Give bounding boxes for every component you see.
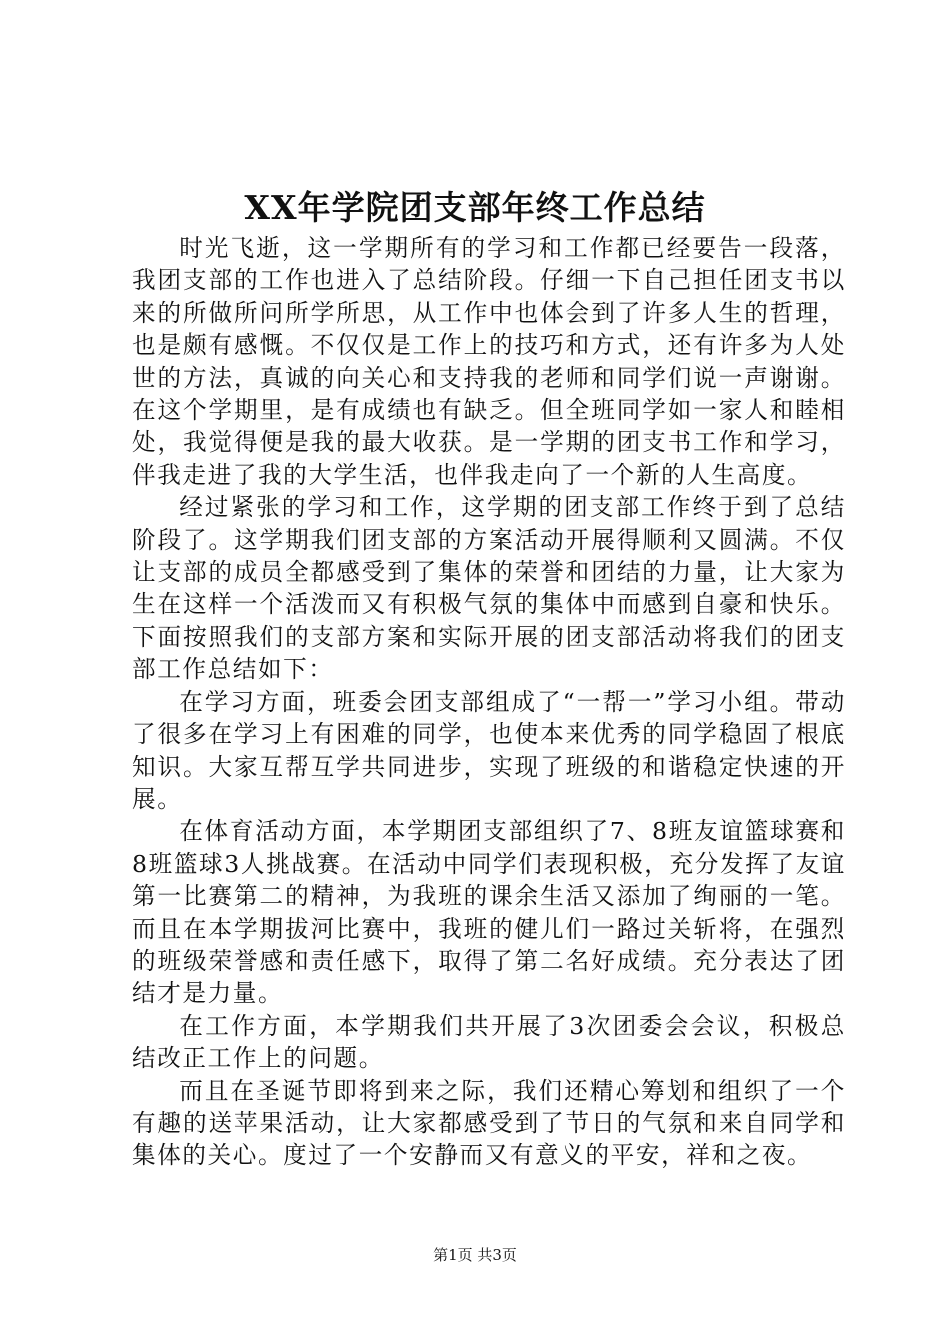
document-title: XX年学院团支部年终工作总结 [244,188,706,227]
paragraph-christmas: 而且在圣诞节即将到来之际，我们还精心筹划和组织了一个有趣的送苹果活动，让大家都感受到了节日的气氛和来自同学和集体的关心。度过了一个安静而又有意义的平安，祥和之夜。 [132,1076,846,1170]
paragraph-intro: 时光飞逝，这一学期所有的学习和工作都已经要告一段落，我团支部的工作也进入了总结阶段。仔细一下自己担任团支书以来的所做所问所学所思，从工作中也体会到了许多人生的哲理，也是颇有感慨。不仅仅是工作上的技巧和方式，还有许多为人处世的方法，真诚的向关心和支持我的老师和同学们说一声谢谢。在这个学期里，是有成绩也有缺乏。但全班同学如一家人和睦相处，我觉得便是我的最大收获。是一学期的团支书工作和学习，伴我走进了我的大学生活，也伴我走向了一个新的人生高度。 [132,234,846,489]
page-indicator: 第1页 共3页 [433,1246,517,1264]
paragraph-study: 在学习方面，班委会团支部组成了“一帮一”学习小组。带动了很多在学习上有困难的同学，也使本来优秀的同学稳固了根底知识。大家互帮互学共同进步，实现了班级的和谐稳定快速的开展。 [132,687,846,813]
paragraph-work: 在工作方面，本学期我们共开展了3次团委会会议，积极总结改正工作上的问题。 [132,1011,846,1073]
document-body [132,232,846,1172]
paragraph-sports: 在体育活动方面，本学期团支部组织了7、8班友谊篮球赛和8班篮球3人挑战赛。在活动中同学们表现积极，充分发挥了友谊第一比赛第二的精神，为我班的课余生活又添加了绚丽的一笔。而且在本学期拔河比赛中，我班的健儿们一路过关斩将，在强烈的班级荣誉感和责任感下，取得了第二名好成绩。充分表达了团结才是力量。 [132,817,846,1008]
paragraph-overview: 经过紧张的学习和工作，这学期的团支部工作终于到了总结阶段了。这学期我们团支部的方案活动开展得顺利又圆满。不仅让支部的成员全都感受到了集体的荣誉和团结的力量，让大家为生在这样一个活泼而又有积极气氛的集体中而感到自豪和快乐。下面按照我们的支部方案和实际开展的团支部活动将我们的团支部工作总结如下： [132,493,846,684]
